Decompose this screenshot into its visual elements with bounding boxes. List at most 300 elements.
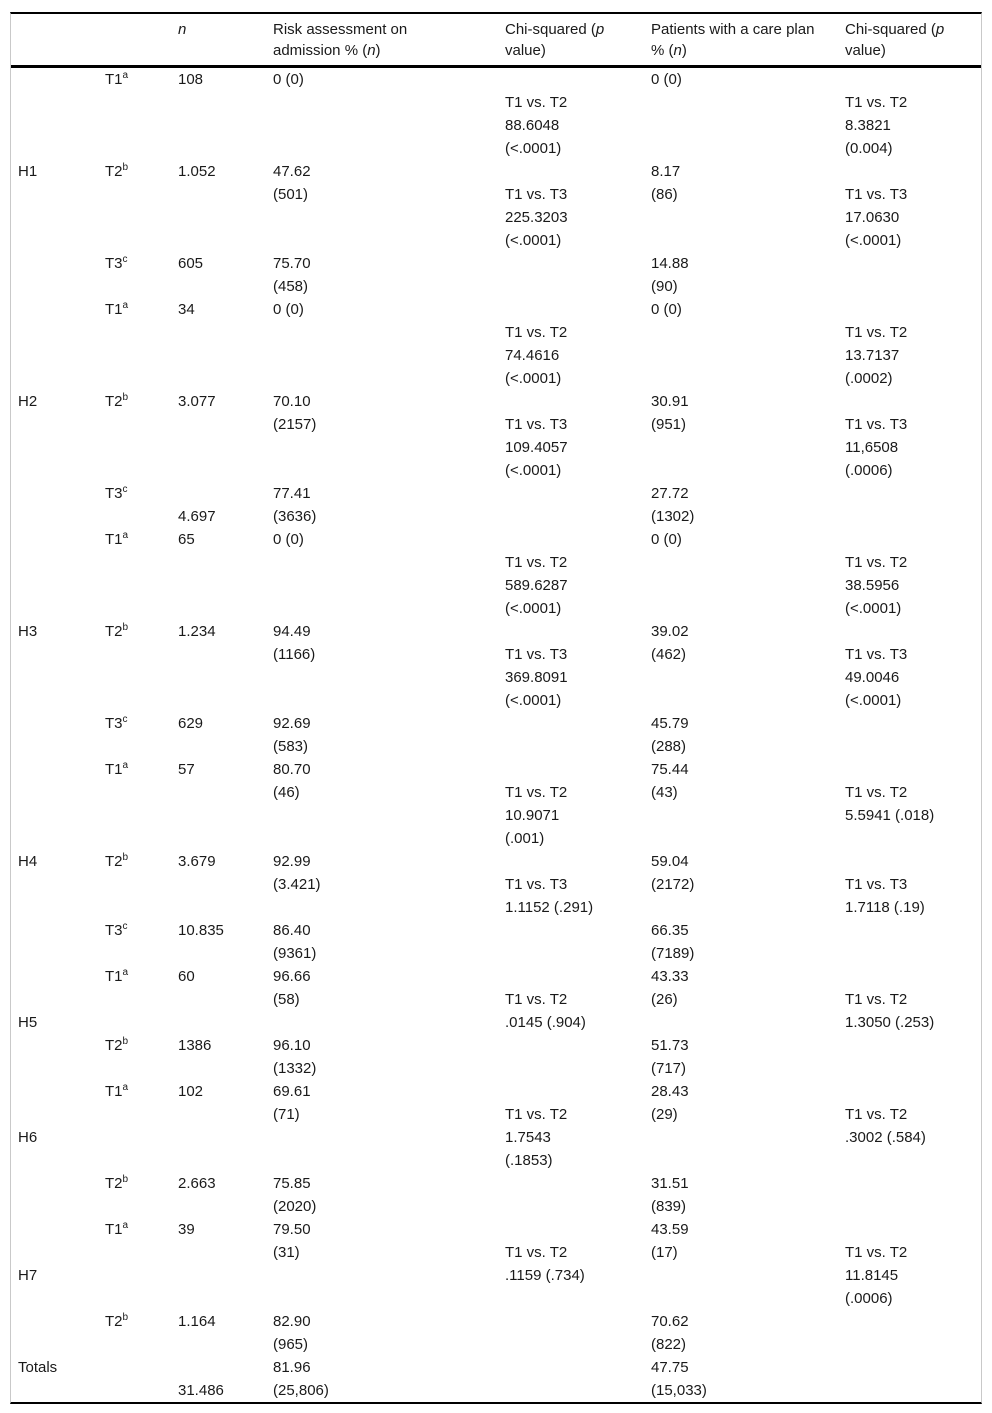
table-line bbox=[11, 1149, 981, 1172]
table-line bbox=[11, 712, 981, 735]
cell-timepoint bbox=[105, 1011, 178, 1034]
cell-care-plan: 28.43 bbox=[651, 1083, 689, 1100]
cell-chi-squared-2: T1 vs. T2 bbox=[845, 554, 908, 571]
cell-care-plan: (822) bbox=[651, 1336, 687, 1353]
cell-n-value bbox=[178, 643, 273, 666]
cell-care-plan bbox=[651, 827, 845, 850]
cell-risk-assessment bbox=[273, 91, 505, 114]
cell-timepoint bbox=[105, 942, 178, 965]
cell-chi-squared-2 bbox=[845, 942, 981, 965]
cell-care-plan bbox=[651, 597, 845, 620]
table-line bbox=[11, 321, 981, 344]
cell-chi-squared-1 bbox=[505, 482, 651, 505]
cell-chi-squared-2: T1 vs. T3 bbox=[845, 876, 908, 893]
cell-hospital-label bbox=[18, 252, 105, 275]
cell-n-value bbox=[178, 1126, 273, 1149]
cell-risk-assessment bbox=[273, 229, 505, 252]
cell-chi-squared-1: (<.0001) bbox=[505, 600, 562, 617]
cell-chi-squared-1 bbox=[505, 735, 651, 758]
cell-hospital-label bbox=[18, 321, 105, 344]
cell-timepoint bbox=[105, 781, 178, 804]
cell-risk-assessment: 96.66 bbox=[273, 968, 311, 985]
cell-hospital-label bbox=[18, 1057, 105, 1080]
cell-timepoint bbox=[105, 1241, 178, 1264]
cell-care-plan: (462) bbox=[651, 646, 687, 663]
cell-chi-squared-2: 11.8145 bbox=[845, 1267, 899, 1284]
cell-n-value bbox=[178, 1264, 273, 1287]
cell-care-plan bbox=[651, 459, 845, 482]
cell-n-value: 629 bbox=[178, 715, 204, 732]
cell-chi-squared-2: 38.5956 bbox=[845, 577, 900, 594]
header-n: n bbox=[178, 21, 187, 38]
cell-risk-assessment: 69.61 bbox=[273, 1083, 311, 1100]
cell-timepoint bbox=[105, 91, 178, 114]
cell-chi-squared-1: 589.6287 bbox=[505, 577, 568, 594]
cell-chi-squared-1: .0145 (.904) bbox=[505, 1014, 586, 1031]
cell-chi-squared-2 bbox=[845, 68, 981, 91]
cell-n-value bbox=[178, 896, 273, 919]
table-line bbox=[11, 1195, 981, 1218]
cell-n-value bbox=[178, 804, 273, 827]
cell-hospital-label bbox=[18, 827, 105, 850]
cell-n-value: 3.679 bbox=[178, 853, 216, 870]
cell-hospital-label bbox=[18, 758, 105, 781]
table-line bbox=[11, 827, 981, 850]
cell-care-plan bbox=[651, 137, 845, 160]
cell-chi-squared-1: (<.0001) bbox=[505, 140, 562, 157]
table-line bbox=[11, 666, 981, 689]
cell-risk-assessment bbox=[273, 1011, 505, 1034]
table-line bbox=[11, 1287, 981, 1310]
table-line bbox=[11, 91, 981, 114]
cell-hospital-label bbox=[18, 804, 105, 827]
cell-chi-squared-1: 369.8091 bbox=[505, 669, 568, 686]
table-line bbox=[11, 597, 981, 620]
cell-n-value: 34 bbox=[178, 301, 195, 318]
cell-timepoint bbox=[105, 827, 178, 850]
cell-chi-squared-2: (0.004) bbox=[845, 140, 893, 157]
cell-care-plan: 43.33 bbox=[651, 968, 689, 985]
cell-n-value bbox=[178, 735, 273, 758]
cell-hospital-label bbox=[18, 919, 105, 942]
cell-hospital-label bbox=[18, 367, 105, 390]
table-line bbox=[11, 1264, 981, 1287]
cell-n-value bbox=[178, 229, 273, 252]
cell-care-plan: (29) bbox=[651, 1106, 678, 1123]
cell-timepoint bbox=[105, 597, 178, 620]
cell-chi-squared-2 bbox=[845, 1310, 981, 1333]
cell-chi-squared-1 bbox=[505, 758, 651, 781]
cell-chi-squared-1 bbox=[505, 1379, 651, 1402]
table-line bbox=[11, 68, 981, 91]
cell-n-value bbox=[178, 459, 273, 482]
cell-n-value bbox=[178, 321, 273, 344]
cell-care-plan: 0 (0) bbox=[651, 71, 682, 88]
cell-hospital-label bbox=[18, 712, 105, 735]
cell-n-value: 57 bbox=[178, 761, 195, 778]
header-risk-assessment: Risk assessment on admission % (n) bbox=[273, 21, 408, 59]
cell-care-plan bbox=[651, 1264, 845, 1287]
cell-n-value bbox=[178, 1149, 273, 1172]
cell-chi-squared-1: T1 vs. T2 bbox=[505, 784, 568, 801]
cell-hospital-label bbox=[18, 597, 105, 620]
cell-chi-squared-1 bbox=[505, 919, 651, 942]
cell-risk-assessment bbox=[273, 1264, 505, 1287]
table-line bbox=[11, 919, 981, 942]
cell-care-plan: (717) bbox=[651, 1060, 687, 1077]
cell-risk-assessment: 77.41 bbox=[273, 485, 311, 502]
cell-timepoint: T1$^a$ bbox=[105, 70, 129, 88]
table-line bbox=[11, 344, 981, 367]
cell-chi-squared-2 bbox=[845, 827, 981, 850]
cell-risk-assessment: (501) bbox=[273, 186, 309, 203]
cell-n-value bbox=[178, 344, 273, 367]
cell-n-value bbox=[178, 183, 273, 206]
cell-chi-squared-2: T1 vs. T2 bbox=[845, 1244, 908, 1261]
table-line bbox=[11, 1011, 981, 1034]
cell-chi-squared-2 bbox=[845, 1218, 981, 1241]
cell-hospital-label bbox=[18, 482, 105, 505]
cell-care-plan bbox=[651, 229, 845, 252]
table-line bbox=[11, 1034, 981, 1057]
cell-n-value bbox=[178, 413, 273, 436]
cell-timepoint bbox=[105, 1126, 178, 1149]
table-line bbox=[11, 137, 981, 160]
cell-n-value bbox=[178, 1287, 273, 1310]
table-line bbox=[11, 758, 981, 781]
cell-care-plan: 0 (0) bbox=[651, 531, 682, 548]
cell-chi-squared-1 bbox=[505, 620, 651, 643]
cell-chi-squared-1: (.001) bbox=[505, 830, 545, 847]
cell-risk-assessment: 0 (0) bbox=[273, 71, 304, 88]
cell-care-plan bbox=[651, 367, 845, 390]
cell-chi-squared-1 bbox=[505, 390, 651, 413]
cell-chi-squared-2: 17.0630 bbox=[845, 209, 900, 226]
table-line bbox=[11, 850, 981, 873]
cell-timepoint: T3$^c$ bbox=[105, 921, 128, 939]
cell-chi-squared-2 bbox=[845, 482, 981, 505]
cell-hospital-label: H5 bbox=[18, 1014, 38, 1031]
cell-chi-squared-2: 11,6508 bbox=[845, 439, 899, 456]
cell-n-value: 4.697 bbox=[178, 508, 216, 525]
table-header-row bbox=[11, 14, 981, 68]
table-line bbox=[11, 942, 981, 965]
cell-timepoint: T2$^b$ bbox=[105, 852, 129, 870]
cell-risk-assessment bbox=[273, 1287, 505, 1310]
table-line bbox=[11, 1241, 981, 1264]
table-line bbox=[11, 1218, 981, 1241]
cell-hospital-label bbox=[18, 1218, 105, 1241]
cell-timepoint bbox=[105, 896, 178, 919]
cell-timepoint bbox=[105, 1333, 178, 1356]
cell-risk-assessment bbox=[273, 367, 505, 390]
cell-chi-squared-2: 1.7118 (.19) bbox=[845, 899, 925, 916]
cell-chi-squared-2 bbox=[845, 1057, 981, 1080]
cell-risk-assessment: (2020) bbox=[273, 1198, 317, 1215]
cell-timepoint bbox=[105, 804, 178, 827]
cell-timepoint bbox=[105, 1264, 178, 1287]
cell-timepoint bbox=[105, 1057, 178, 1080]
cell-care-plan: (288) bbox=[651, 738, 687, 755]
table-line bbox=[11, 505, 981, 528]
table-line bbox=[11, 965, 981, 988]
cell-chi-squared-2 bbox=[845, 712, 981, 735]
cell-chi-squared-1: T1 vs. T2 bbox=[505, 554, 568, 571]
cell-care-plan bbox=[651, 896, 845, 919]
cell-chi-squared-1: T1 vs. T2 bbox=[505, 991, 568, 1008]
cell-chi-squared-2 bbox=[845, 965, 981, 988]
cell-risk-assessment: (583) bbox=[273, 738, 309, 755]
cell-hospital-label bbox=[18, 298, 105, 321]
table-line bbox=[11, 298, 981, 321]
cell-chi-squared-2: T1 vs. T3 bbox=[845, 646, 908, 663]
cell-chi-squared-1 bbox=[505, 252, 651, 275]
cell-hospital-label bbox=[18, 942, 105, 965]
cell-risk-assessment: 0 (0) bbox=[273, 301, 304, 318]
table-line bbox=[11, 229, 981, 252]
cell-care-plan bbox=[651, 1126, 845, 1149]
cell-timepoint: T2$^b$ bbox=[105, 1036, 129, 1054]
cell-hospital-label bbox=[18, 574, 105, 597]
cell-chi-squared-1 bbox=[505, 1172, 651, 1195]
cell-hospital-label bbox=[18, 114, 105, 137]
cell-chi-squared-1: 1.7543 bbox=[505, 1129, 551, 1146]
header-timepoint bbox=[105, 19, 178, 61]
cell-timepoint bbox=[105, 344, 178, 367]
table-line bbox=[11, 1126, 981, 1149]
cell-timepoint bbox=[105, 321, 178, 344]
cell-timepoint bbox=[105, 505, 178, 528]
cell-hospital-label bbox=[18, 206, 105, 229]
cell-risk-assessment bbox=[273, 344, 505, 367]
cell-n-value: 1386 bbox=[178, 1037, 212, 1054]
cell-care-plan bbox=[651, 344, 845, 367]
table-line bbox=[11, 1103, 981, 1126]
cell-risk-assessment: (3.421) bbox=[273, 876, 321, 893]
cell-timepoint: T2$^b$ bbox=[105, 1312, 129, 1330]
cell-timepoint bbox=[105, 459, 178, 482]
table-line bbox=[11, 735, 981, 758]
cell-risk-assessment bbox=[273, 827, 505, 850]
cell-n-value bbox=[178, 436, 273, 459]
cell-chi-squared-2: (<.0001) bbox=[845, 232, 902, 249]
cell-chi-squared-1 bbox=[505, 965, 651, 988]
cell-risk-assessment: (2157) bbox=[273, 416, 317, 433]
table-line bbox=[11, 367, 981, 390]
cell-n-value: 2.663 bbox=[178, 1175, 216, 1192]
cell-chi-squared-1 bbox=[505, 942, 651, 965]
cell-chi-squared-1: .1159 (.734) bbox=[505, 1267, 585, 1284]
table-line bbox=[11, 528, 981, 551]
cell-chi-squared-1: 109.4057 bbox=[505, 439, 568, 456]
cell-chi-squared-2: T1 vs. T2 bbox=[845, 94, 908, 111]
cell-risk-assessment: 79.50 bbox=[273, 1221, 311, 1238]
cell-chi-squared-1 bbox=[505, 1310, 651, 1333]
cell-n-value bbox=[178, 597, 273, 620]
cell-n-value bbox=[178, 1057, 273, 1080]
cell-hospital-label bbox=[18, 183, 105, 206]
cell-chi-squared-2 bbox=[845, 390, 981, 413]
cell-care-plan: 8.17 bbox=[651, 163, 681, 180]
cell-hospital-label: H6 bbox=[18, 1129, 38, 1146]
cell-timepoint bbox=[105, 275, 178, 298]
cell-chi-squared-1 bbox=[505, 275, 651, 298]
cell-chi-squared-2: (.0002) bbox=[845, 370, 893, 387]
cell-risk-assessment: 92.99 bbox=[273, 853, 311, 870]
cell-risk-assessment: (31) bbox=[273, 1244, 300, 1261]
header-chi-squared-2: Chi-squared (p value) bbox=[845, 21, 945, 59]
cell-chi-squared-1 bbox=[505, 505, 651, 528]
cell-timepoint: T2$^b$ bbox=[105, 622, 129, 640]
cell-timepoint bbox=[105, 574, 178, 597]
table-line bbox=[11, 1057, 981, 1080]
cell-n-value: 102 bbox=[178, 1083, 204, 1100]
cell-timepoint: T1$^a$ bbox=[105, 530, 129, 548]
cell-care-plan: (43) bbox=[651, 784, 678, 801]
cell-risk-assessment: (58) bbox=[273, 991, 300, 1008]
table-line bbox=[11, 183, 981, 206]
cell-chi-squared-1 bbox=[505, 712, 651, 735]
cell-care-plan: (951) bbox=[651, 416, 687, 433]
cell-hospital-label: H2 bbox=[18, 393, 38, 410]
cell-chi-squared-1 bbox=[505, 1080, 651, 1103]
cell-hospital-label: H4 bbox=[18, 853, 38, 870]
cell-timepoint bbox=[105, 689, 178, 712]
cell-care-plan: 47.75 bbox=[651, 1359, 689, 1376]
cell-chi-squared-2 bbox=[845, 758, 981, 781]
cell-care-plan: 43.59 bbox=[651, 1221, 689, 1238]
cell-n-value bbox=[178, 1241, 273, 1264]
cell-n-value bbox=[178, 1195, 273, 1218]
cell-timepoint bbox=[105, 413, 178, 436]
cell-n-value bbox=[178, 1103, 273, 1126]
cell-chi-squared-2 bbox=[845, 1149, 981, 1172]
cell-chi-squared-1: T1 vs. T3 bbox=[505, 186, 568, 203]
cell-care-plan: (17) bbox=[651, 1244, 678, 1261]
cell-care-plan bbox=[651, 321, 845, 344]
cell-n-value bbox=[178, 1333, 273, 1356]
cell-chi-squared-1 bbox=[505, 1287, 651, 1310]
cell-chi-squared-2 bbox=[845, 1034, 981, 1057]
cell-chi-squared-1 bbox=[505, 528, 651, 551]
table-line bbox=[11, 114, 981, 137]
cell-timepoint bbox=[105, 666, 178, 689]
cell-care-plan: 51.73 bbox=[651, 1037, 689, 1054]
cell-chi-squared-2 bbox=[845, 298, 981, 321]
cell-chi-squared-2 bbox=[845, 1356, 981, 1379]
table-line bbox=[11, 1310, 981, 1333]
cell-timepoint bbox=[105, 643, 178, 666]
cell-risk-assessment bbox=[273, 574, 505, 597]
cell-chi-squared-1: T1 vs. T2 bbox=[505, 1106, 568, 1123]
cell-n-value: 1.234 bbox=[178, 623, 216, 640]
cell-chi-squared-2: (<.0001) bbox=[845, 600, 902, 617]
cell-chi-squared-2 bbox=[845, 620, 981, 643]
cell-chi-squared-1: 225.3203 bbox=[505, 209, 568, 226]
cell-care-plan: (7189) bbox=[651, 945, 695, 962]
cell-timepoint: T1$^a$ bbox=[105, 300, 129, 318]
cell-risk-assessment: 80.70 bbox=[273, 761, 311, 778]
cell-care-plan bbox=[651, 1287, 845, 1310]
cell-care-plan: 45.79 bbox=[651, 715, 689, 732]
cell-risk-assessment: 75.70 bbox=[273, 255, 311, 272]
cell-timepoint bbox=[105, 367, 178, 390]
cell-care-plan: 59.04 bbox=[651, 853, 689, 870]
cell-n-value bbox=[178, 781, 273, 804]
cell-chi-squared-2 bbox=[845, 1172, 981, 1195]
cell-hospital-label bbox=[18, 1287, 105, 1310]
cell-n-value: 31.486 bbox=[178, 1382, 224, 1399]
cell-timepoint bbox=[105, 206, 178, 229]
cell-timepoint: T3$^c$ bbox=[105, 484, 128, 502]
cell-risk-assessment bbox=[273, 666, 505, 689]
cell-chi-squared-2: 49.0046 bbox=[845, 669, 900, 686]
cell-chi-squared-1 bbox=[505, 850, 651, 873]
cell-n-value bbox=[178, 574, 273, 597]
cell-chi-squared-2: T1 vs. T2 bbox=[845, 1106, 908, 1123]
table-line bbox=[11, 1379, 981, 1402]
cell-chi-squared-1 bbox=[505, 1034, 651, 1057]
cell-chi-squared-1 bbox=[505, 1218, 651, 1241]
cell-care-plan bbox=[651, 689, 845, 712]
cell-chi-squared-2 bbox=[845, 1333, 981, 1356]
cell-timepoint bbox=[105, 1287, 178, 1310]
cell-risk-assessment: (71) bbox=[273, 1106, 300, 1123]
cell-risk-assessment: 81.96 bbox=[273, 1359, 311, 1376]
cell-hospital-label bbox=[18, 229, 105, 252]
cell-hospital-label bbox=[18, 666, 105, 689]
results-table bbox=[10, 12, 982, 1404]
cell-chi-squared-1: T1 vs. T2 bbox=[505, 1244, 568, 1261]
cell-chi-squared-2: 8.3821 bbox=[845, 117, 891, 134]
cell-hospital-label bbox=[18, 436, 105, 459]
cell-hospital-label bbox=[18, 1195, 105, 1218]
cell-care-plan: 27.72 bbox=[651, 485, 689, 502]
cell-risk-assessment bbox=[273, 804, 505, 827]
cell-chi-squared-1: T1 vs. T3 bbox=[505, 646, 568, 663]
table-line bbox=[11, 390, 981, 413]
cell-chi-squared-2 bbox=[845, 735, 981, 758]
cell-chi-squared-1: T1 vs. T3 bbox=[505, 876, 568, 893]
cell-risk-assessment bbox=[273, 459, 505, 482]
table-line bbox=[11, 1356, 981, 1379]
cell-care-plan: (86) bbox=[651, 186, 678, 203]
cell-timepoint: T3$^c$ bbox=[105, 254, 128, 272]
cell-n-value bbox=[178, 689, 273, 712]
cell-hospital-label bbox=[18, 528, 105, 551]
cell-timepoint: T2$^b$ bbox=[105, 162, 129, 180]
cell-chi-squared-1: 1.1152 (.291) bbox=[505, 899, 594, 916]
cell-care-plan: (15,033) bbox=[651, 1382, 707, 1399]
cell-n-value bbox=[178, 275, 273, 298]
cell-timepoint: T2$^b$ bbox=[105, 392, 129, 410]
cell-chi-squared-1 bbox=[505, 1057, 651, 1080]
table-line bbox=[11, 988, 981, 1011]
cell-chi-squared-2 bbox=[845, 1195, 981, 1218]
cell-timepoint bbox=[105, 873, 178, 896]
cell-chi-squared-2 bbox=[845, 1379, 981, 1402]
table-line bbox=[11, 643, 981, 666]
cell-n-value bbox=[178, 1011, 273, 1034]
cell-chi-squared-2: 13.7137 bbox=[845, 347, 900, 364]
cell-hospital-label bbox=[18, 275, 105, 298]
cell-chi-squared-2: T1 vs. T3 bbox=[845, 186, 908, 203]
cell-n-value: 108 bbox=[178, 71, 204, 88]
cell-risk-assessment: 94.49 bbox=[273, 623, 311, 640]
cell-timepoint bbox=[105, 988, 178, 1011]
cell-care-plan: (90) bbox=[651, 278, 678, 295]
table-body bbox=[11, 68, 981, 1402]
